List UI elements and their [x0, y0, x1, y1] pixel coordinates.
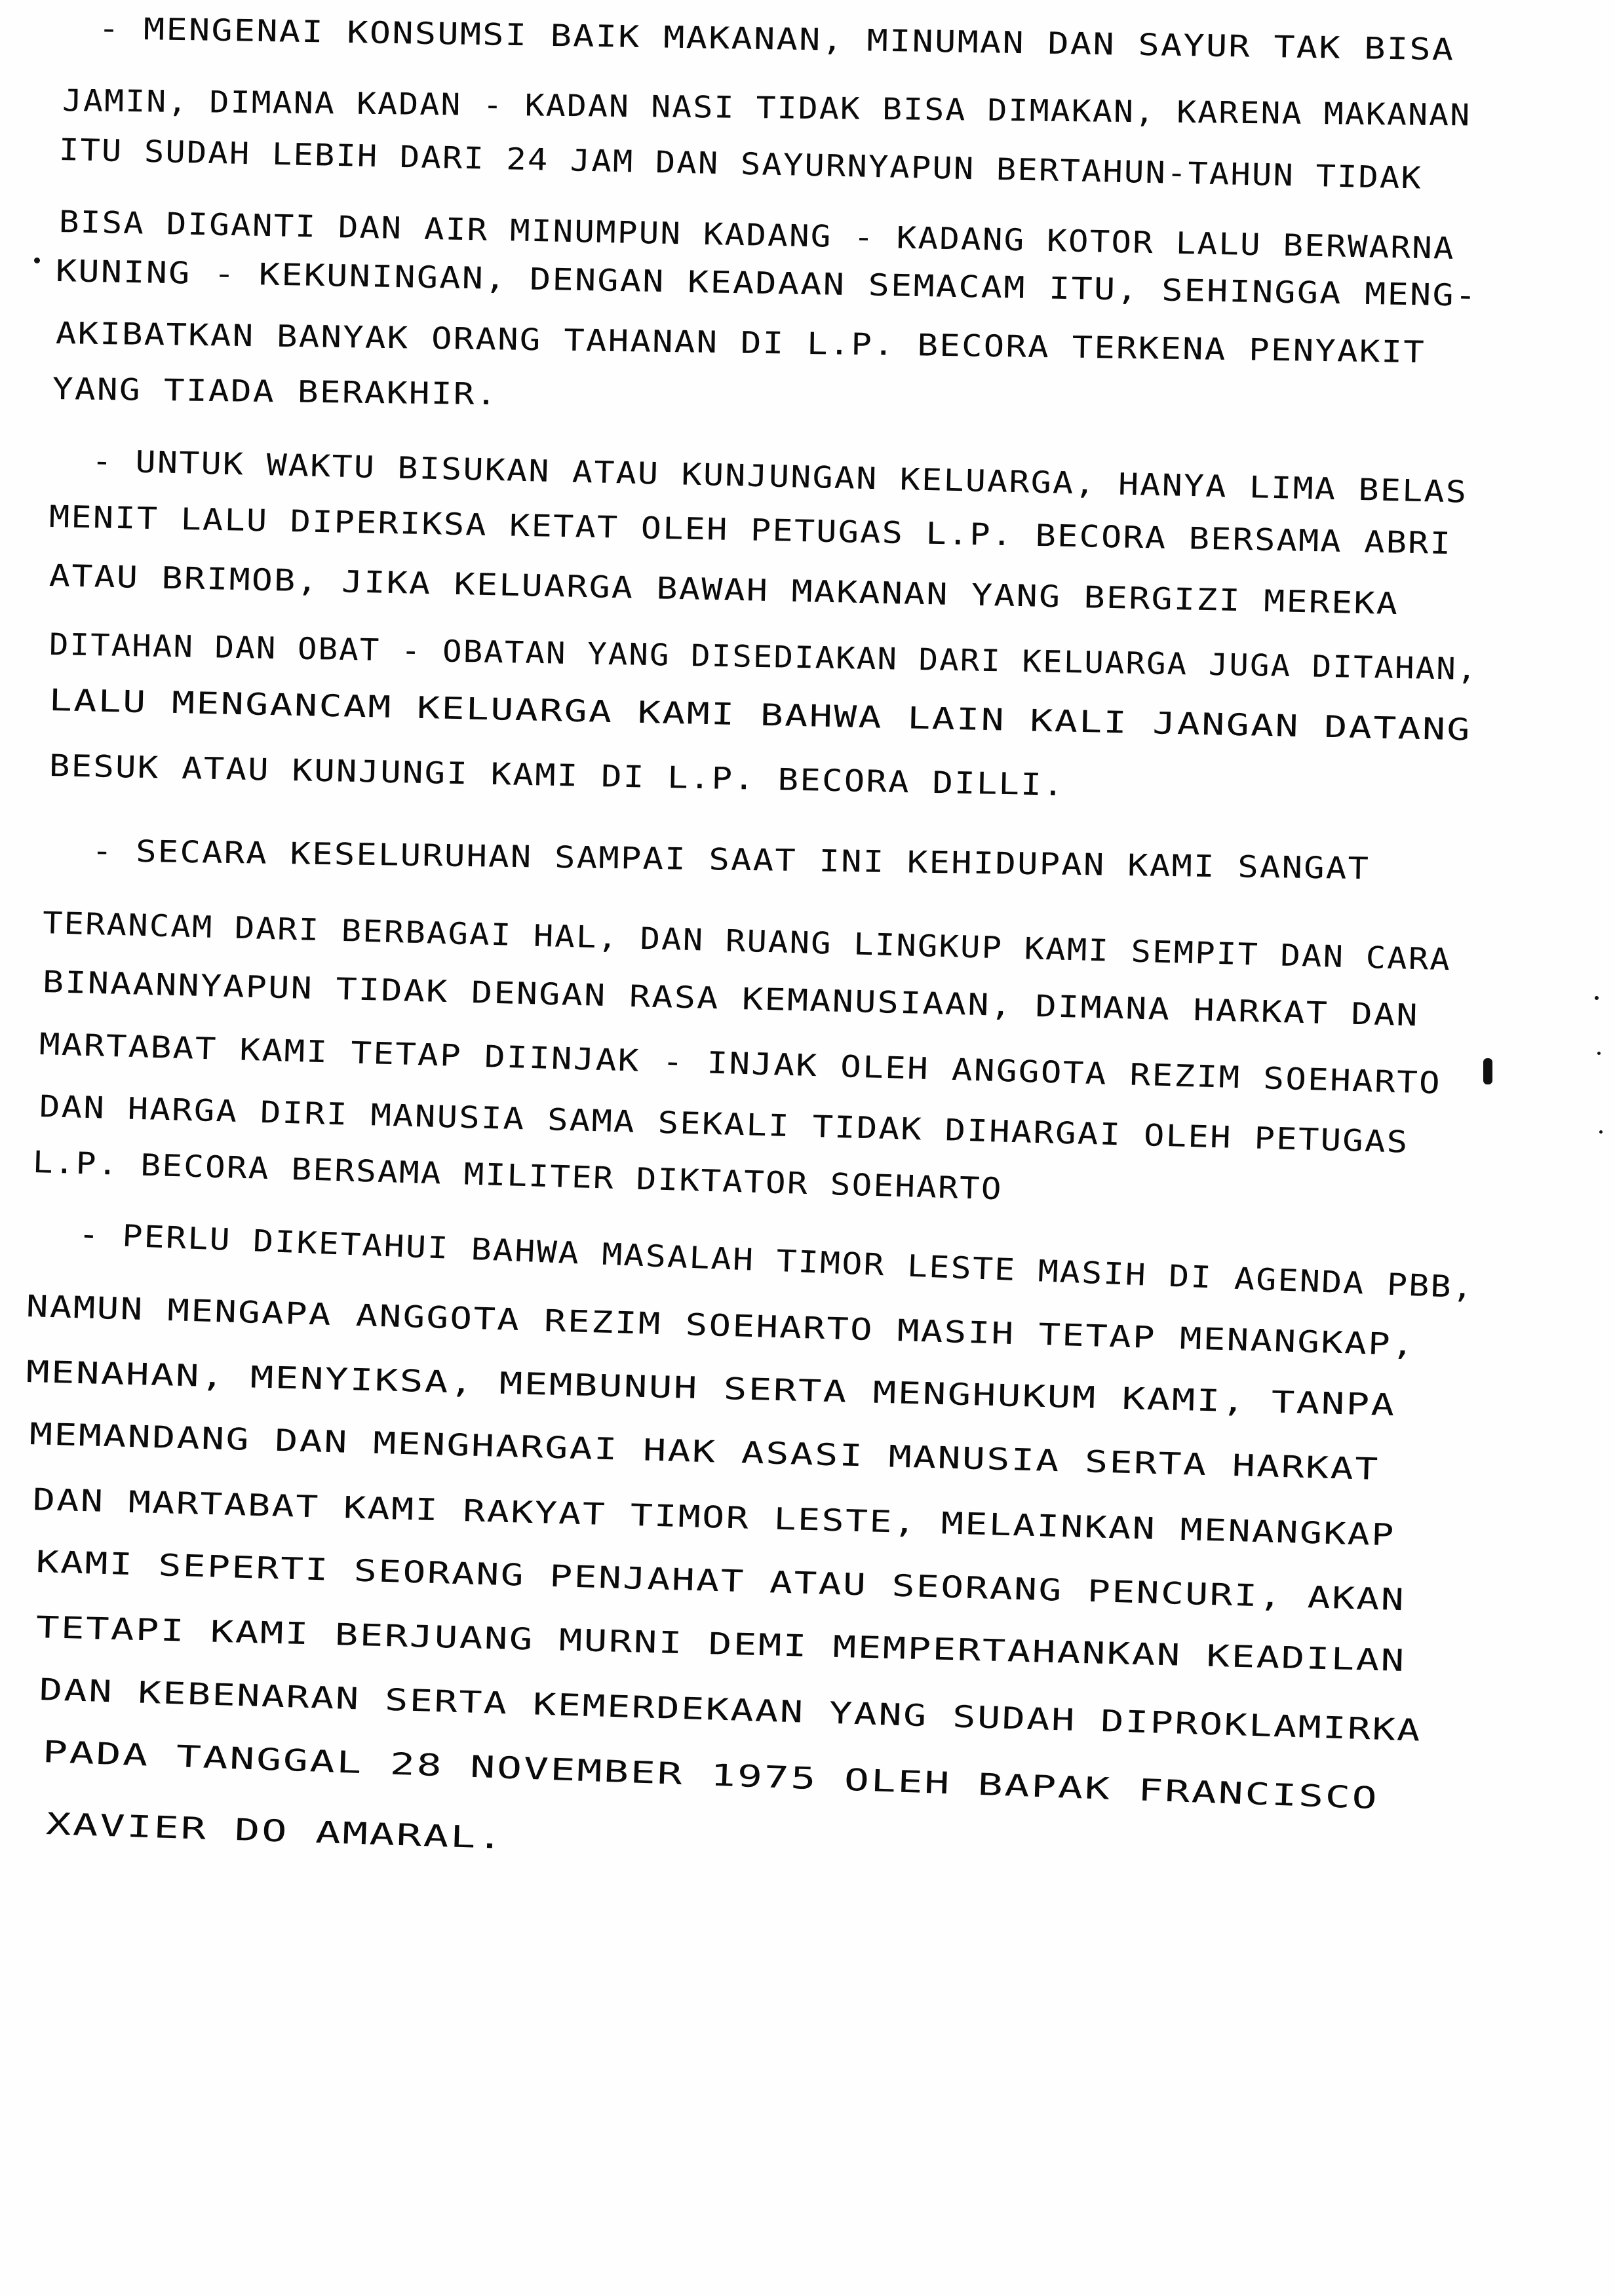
letter-line-15: TERANCAM DARI BERBAGAI HAL, DAN RUANG LINGKUP KAMI SEMPIT DAN CARA: [42, 905, 1452, 978]
letter-line-2: JAMIN, DIMANA KADAN - KADAN NASI TIDAK BISA DIMAKAN, KARENA MAKANAN: [62, 83, 1471, 133]
ink-speck: [34, 258, 40, 263]
letter-line-18: DAN HARGA DIRI MANUSIA SAMA SEKALI TIDAK DIHARGAI OLEH PETUGAS: [39, 1088, 1410, 1160]
letter-line-20: - PERLU DIKETAHUI BAHWA MASALAH TIMOR LESTE MASIH DI AGENDA PBB,: [77, 1216, 1475, 1305]
letter-line-8: - UNTUK WAKTU BISUKAN ATAU KUNJUNGAN KELUARGA, HANYA LIMA BELAS: [91, 443, 1468, 510]
letter-line-3: ITU SUDAH LEBIH DARI 24 JAM DAN SAYURNYAPUN BERTAHUN-TAHUN TIDAK: [58, 132, 1423, 196]
letter-line-24: DAN MARTABAT KAMI RAKYAT TIMOR LESTE, MELAINKAN MENANGKAP: [32, 1482, 1396, 1553]
letter-line-11: DITAHAN DAN OBAT - OBATAN YANG DISEDIAKAN DARI KELUARGA JUGA DITAHAN,: [49, 626, 1478, 687]
ink-speck: [1597, 1052, 1601, 1055]
letter-line-29: XAVIER DO AMARAL.: [45, 1806, 505, 1856]
ink-speck: [1483, 1058, 1492, 1084]
letter-line-12: LALU MENGANCAM KELUARGA KAMI BAHWA LAIN KALI JANGAN DATANG: [49, 682, 1472, 748]
letter-line-22: MENAHAN, MENYIKSA, MEMBUNUH SERTA MENGHUKUM KAMI, TANPA: [26, 1354, 1397, 1423]
letter-line-21: NAMUN MENGAPA ANGGOTA REZIM SOEHARTO MASIH TETAP MENANGKAP,: [26, 1288, 1416, 1363]
letter-line-4: BISA DIGANTI DAN AIR MINUMPUN KADANG - KADANG KOTOR LALU BERWARNA: [58, 204, 1456, 266]
letter-line-13: BESUK ATAU KUNJUNGI KAMI DI L.P. BECORA DILLI.: [49, 748, 1066, 803]
letter-line-23: MEMANDANG DAN MENGHARGAI HAK ASASI MANUSIA SERTA HARKAT: [29, 1416, 1380, 1487]
letter-line-1: - MENGENAI KONSUMSI BAIK MAKANAN, MINUMAN DAN SAYUR TAK BISA: [98, 10, 1455, 67]
letter-line-28: PADA TANGGAL 28 NOVEMBER 1975 OLEH BAPAK FRANCISCO: [42, 1734, 1380, 1816]
letter-line-25: KAMI SEPERTI SEORANG PENJAHAT ATAU SEORANG PENCURI, AKAN: [35, 1544, 1406, 1618]
letter-line-7: YANG TIADA BERAKHIR.: [52, 371, 499, 412]
letter-line-14: - SECARA KESELURUHAN SAMPAI SAAT INI KEHIDUPAN KAMI SANGAT: [91, 833, 1371, 887]
letter-line-17: MARTABAT KAMI TETAP DIINJAK - INJAK OLEH ANGGOTA REZIM SOEHARTO: [39, 1026, 1442, 1101]
letter-line-10: ATAU BRIMOB, JIKA KELUARGA BAWAH MAKANAN YANG BERGIZI MEREKA: [49, 558, 1399, 622]
letter-line-6: AKIBATKAN BANYAK ORANG TAHANAN DI L.P. BECORA TERKENA PENYAKIT: [55, 315, 1426, 370]
letter-line-9: MENIT LALU DIPERIKSA KETAT OLEH PETUGAS L.P. BECORA BERSAMA ABRI: [49, 499, 1452, 562]
letter-line-19: L.P. BECORA BERSAMA MILITER DIKTATOR SOEHARTO: [32, 1144, 1003, 1207]
letter-line-16: BINAANNYAPUN TIDAK DENGAN RASA KEMANUSIAAN, DIMANA HARKAT DAN: [42, 964, 1420, 1033]
letter-line-5: KUNING - KEKUNINGAN, DENGAN KEADAAN SEMACAM ITU, SEHINGGA MENG-: [55, 253, 1478, 313]
ink-speck: [1595, 996, 1599, 1000]
letter-line-26: TETAPI KAMI BERJUANG MURNI DEMI MEMPERTAHANKAN KEADILAN: [35, 1609, 1407, 1679]
ink-speck: [1599, 1130, 1603, 1134]
letter-line-27: DAN KEBENARAN SERTA KEMERDEKAAN YANG SUDAH DIPROKLAMIRKA: [39, 1672, 1422, 1748]
